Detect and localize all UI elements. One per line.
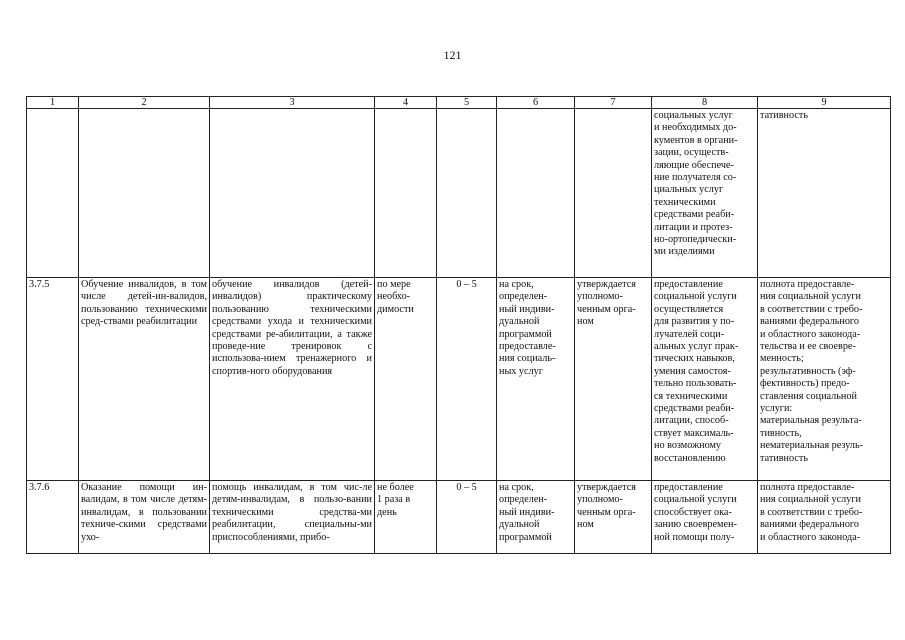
service-name: [79, 109, 210, 278]
service-name: Обучение инвалидов, в том числе детей-ин-валидов, пользованию техническими сред-ствами реабилитации: [79, 278, 210, 481]
header-row: [27, 97, 891, 109]
service-term: на срок, определен- ный индиви- дуальной программой предоставле- ния социаль- ных услуг: [497, 278, 575, 481]
header-col-5: 5: [437, 97, 497, 109]
header-col-8: 8: [652, 97, 758, 109]
header-col-2: 2: [79, 97, 210, 109]
header-col-3: 3: [210, 97, 375, 109]
service-indicators: социальных услуг и необходимых до- кументов в органи- зации, осуществ- ляющие обеспече- ние получателя со- циальных услуг техническими средствами реаби- литации и протез- но-ортопедически- ми изделиями: [652, 109, 758, 278]
service-evaluation: тативность: [758, 109, 891, 278]
service-cost: утверждается уполномо- ченным орга- ном: [575, 278, 652, 481]
row-number: [27, 109, 79, 278]
header-col-1: 1: [27, 97, 79, 109]
service-frequency: не более 1 раза в день: [375, 481, 437, 554]
service-name: Оказание помощи ин-валидам, в том числе детям-инвалидам, в пользовании техниче-скими средствами ухо-: [79, 481, 210, 554]
service-content: [210, 109, 375, 278]
table-row: [27, 481, 891, 554]
service-content: обучение инвалидов (детей-инвалидов) практическому пользованию техническими средствами ухода и техническими средствами ре-абилитации, а также проведе-ние тренировок с использова-нием тренажерного и спортив-ного оборудования: [210, 278, 375, 481]
table-row: [27, 109, 891, 278]
services-table: [26, 96, 891, 554]
service-evaluation: полнота предоставле- ния социальной услуги в соответствии с требо- ваниями федерального и областного законода- тельства и ее своевре- менность; результативность (эф- фективность) предо- ставления социальной услуги: материальная результа- тивность, нематериальная резуль- тативность: [758, 278, 891, 481]
service-duration: 0 – 5: [437, 481, 497, 554]
row-number: 3.7.6: [27, 481, 79, 554]
service-indicators: предоставление социальной услуги способствует ока- занию своевремен- ной помощи полу-: [652, 481, 758, 554]
service-duration: [437, 109, 497, 278]
header-col-4: 4: [375, 97, 437, 109]
service-duration: 0 – 5: [437, 278, 497, 481]
header-col-7: 7: [575, 97, 652, 109]
table-row: [27, 278, 891, 481]
page-number: 121: [443, 48, 462, 62]
header-col-9: 9: [758, 97, 891, 109]
service-frequency: [375, 109, 437, 278]
service-cost: утверждается уполномо- ченным орга- ном: [575, 481, 652, 554]
row-number: 3.7.5: [27, 278, 79, 481]
service-cost: [575, 109, 652, 278]
service-evaluation: полнота предоставле- ния социальной услуги в соответствии с требо- ваниями федерального и областного законода-: [758, 481, 891, 554]
service-indicators: предоставление социальной услуги осуществляется для развития у по- лучателей соци- альных услуг прак- тических навыков, умения самостоя- тельно пользовать- ся техническими средствами реаби- литации, способ- ствует максималь- но возможному восстановлению: [652, 278, 758, 481]
service-frequency: по мере необхо- димости: [375, 278, 437, 481]
service-term: [497, 109, 575, 278]
header-col-6: 6: [497, 97, 575, 109]
service-content: помощь инвалидам, в том чис-ле детям-инвалидам, в пользо-вании техническими средства-ми реабилитации, специальны-ми приспособлениями, прибо-: [210, 481, 375, 554]
service-term: на срок, определен- ный индиви- дуальной программой: [497, 481, 575, 554]
